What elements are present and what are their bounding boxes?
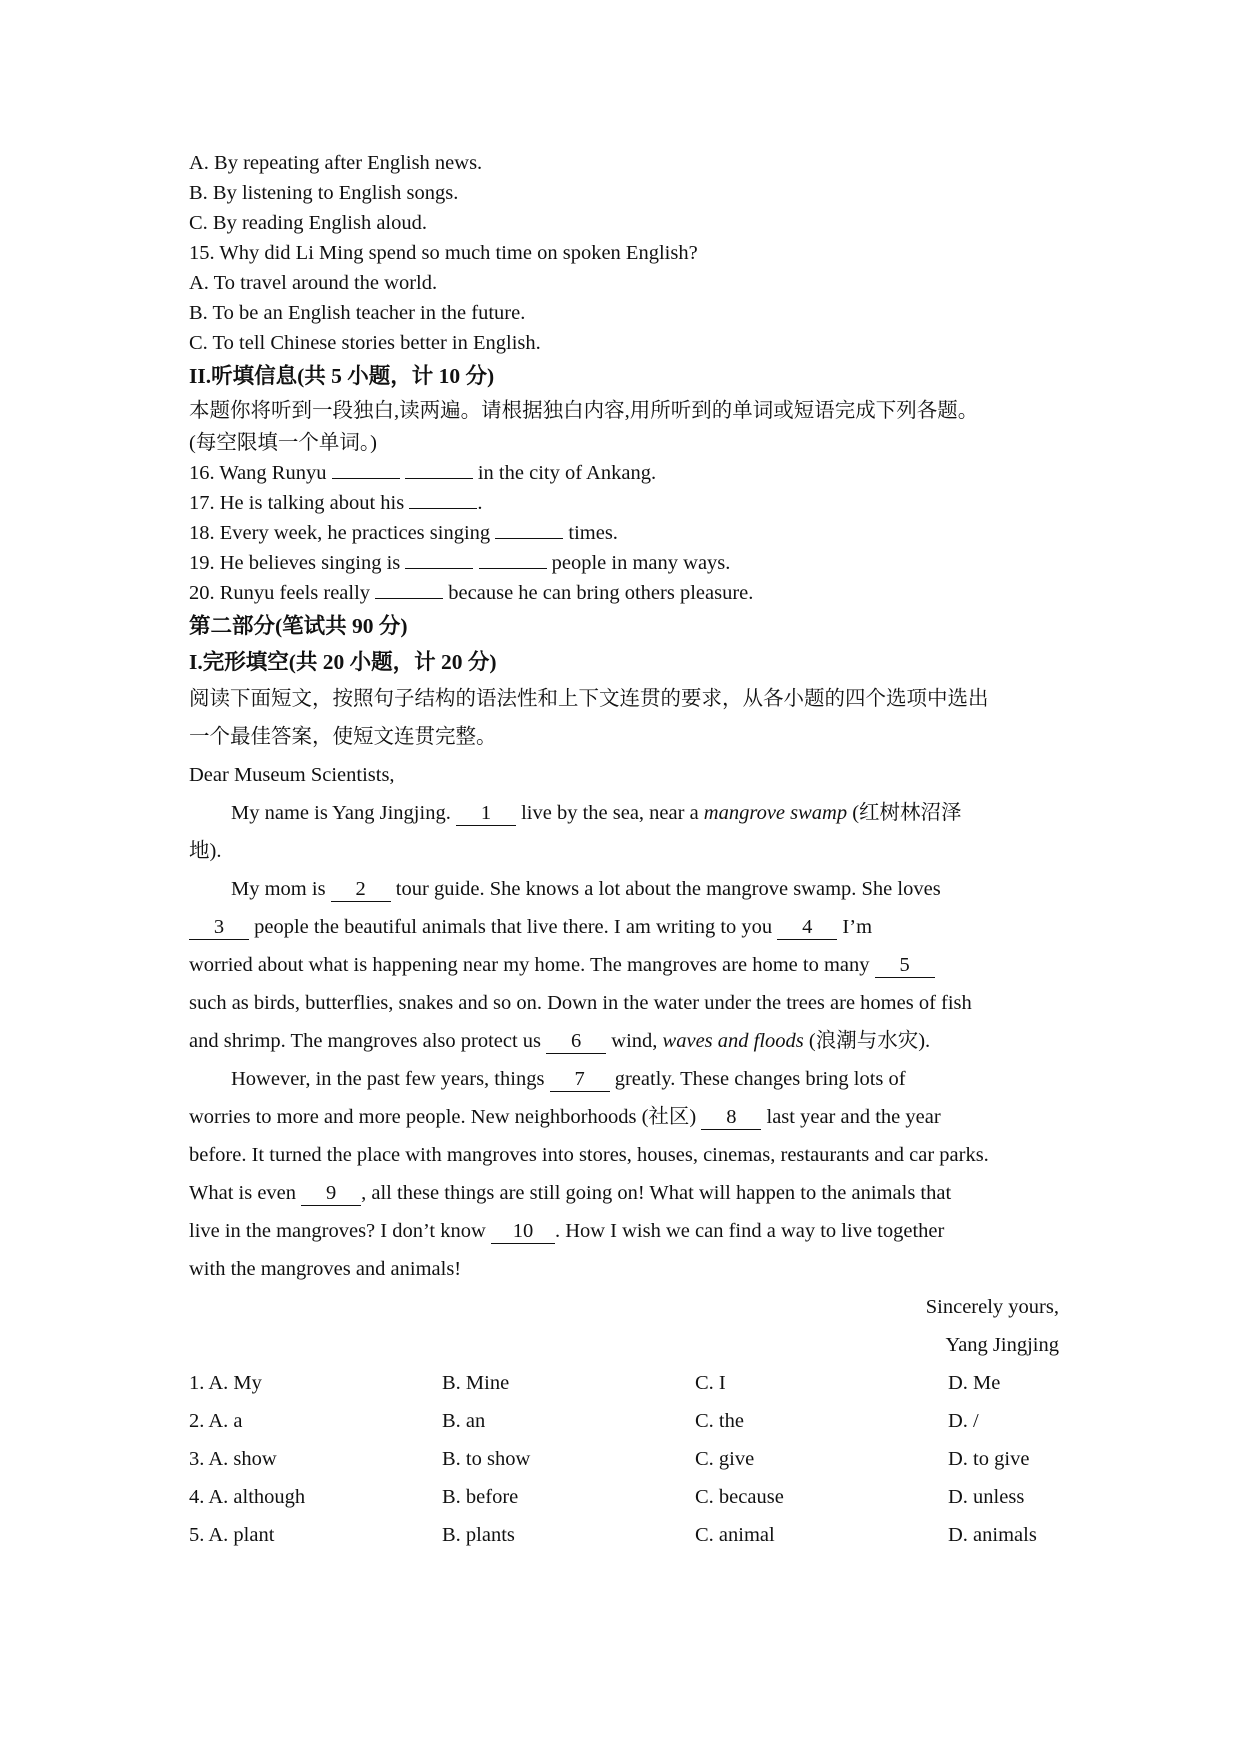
part2-heading: 第二部分(笔试共 90 分)	[189, 614, 408, 638]
letter-line	[189, 794, 1059, 832]
section2-instruction-note: (每空限填一个单词。)	[189, 432, 377, 454]
cloze-instruction: 阅读下面短文，按照句子结构的语法性和上下文连贯的要求，从各小题的四个选项中选出	[189, 688, 989, 710]
choice-option[interactable]: D. to give	[948, 1448, 1030, 1470]
cloze-blank-4[interactable]: 4	[777, 915, 837, 940]
q19-text-end: people in many ways.	[551, 552, 731, 574]
q19-blank-2[interactable]	[479, 568, 547, 569]
q15-question: 15. Why did Li Ming spend so much time on spoken English?	[189, 242, 698, 264]
exam-page	[189, 148, 1059, 1554]
letter-line	[189, 870, 1059, 908]
cloze-blank-8[interactable]: 8	[701, 1105, 761, 1130]
letter-line: such as birds, butterflies, snakes and so on. Down in the water under the trees are homes of fish	[189, 992, 972, 1014]
q16-blank-2[interactable]	[405, 478, 473, 479]
letter-greeting: Dear Museum Scientists,	[189, 764, 395, 786]
q20	[189, 578, 1059, 608]
letter-line: 地).	[189, 840, 222, 862]
letter-line	[189, 1212, 1059, 1250]
q15-option-b: B. To be an English teacher in the future.	[189, 302, 526, 324]
cloze-blank-10[interactable]: 10	[491, 1219, 555, 1244]
q16	[189, 458, 1059, 488]
choice-option[interactable]: C. animal	[695, 1524, 775, 1546]
letter-text: However, in the past few years, things	[231, 1068, 545, 1090]
q14-option-a: A. By repeating after English news.	[189, 152, 483, 174]
letter-text: people the beautiful animals that live there. I am writing to you	[254, 916, 773, 938]
choice-option[interactable]: B. to show	[442, 1448, 531, 1470]
cloze-blank-6[interactable]: 6	[546, 1029, 606, 1054]
cloze-blank-5[interactable]: 5	[875, 953, 935, 978]
choice-option[interactable]: D. Me	[948, 1372, 1001, 1394]
letter-closing: Sincerely yours,	[925, 1296, 1059, 1318]
q18-text-end: times.	[568, 522, 618, 544]
choice-option[interactable]: C. because	[695, 1486, 784, 1508]
q20-blank[interactable]	[375, 598, 443, 599]
section2-instruction: 本题你将听到一段独白,读两遍。请根据独白内容,用所听到的单词或短语完成下列各题。	[189, 400, 979, 422]
letter-italic-term: mangrove swamp	[703, 802, 848, 824]
q17-text-end: .	[477, 492, 483, 514]
cloze-blank-9[interactable]: 9	[301, 1181, 361, 1206]
choice-option[interactable]: B. plants	[442, 1524, 515, 1546]
letter-line: before. It turned the place with mangroves into stores, houses, cinemas, restaurants and car parks.	[189, 1144, 989, 1166]
q15-option-c: C. To tell Chinese stories better in English.	[189, 332, 541, 354]
cloze-blank-7[interactable]: 7	[550, 1067, 610, 1092]
choice-option[interactable]: D. /	[948, 1410, 979, 1432]
cloze-instruction-2: 一个最佳答案，使短文连贯完整。	[189, 726, 497, 748]
choice-option[interactable]: 4. A. although	[189, 1486, 306, 1508]
letter-text: I’m	[842, 916, 873, 938]
cloze-blank-3[interactable]: 3	[189, 915, 249, 940]
q19	[189, 548, 1059, 578]
choice-option[interactable]: C. give	[695, 1448, 755, 1470]
q16-text: 16. Wang Runyu	[189, 462, 327, 484]
choice-option[interactable]: B. an	[442, 1410, 486, 1432]
letter-italic-term: waves and floods	[662, 1030, 804, 1052]
letter-line	[189, 1060, 1059, 1098]
letter-text: live in the mangroves? I don’t know	[189, 1220, 486, 1242]
letter-text: , all these things are still going on! What will happen to the animals that	[361, 1182, 952, 1204]
choice-option[interactable]: 1. A. My	[189, 1372, 262, 1394]
letter-line	[189, 1098, 1059, 1136]
letter-line	[189, 908, 1059, 946]
q19-blank-1[interactable]	[405, 568, 473, 569]
choice-option[interactable]: C. the	[695, 1410, 744, 1432]
q20-text: 20. Runyu feels really	[189, 582, 371, 604]
q17-text: 17. He is talking about his	[189, 492, 405, 514]
q17	[189, 488, 1059, 518]
letter-text: . How I wish we can find a way to live together	[554, 1220, 945, 1242]
q17-blank[interactable]	[409, 508, 477, 509]
choice-row-1	[189, 1364, 1059, 1402]
choice-row-5	[189, 1516, 1059, 1554]
cloze-blank-2[interactable]: 2	[331, 877, 391, 902]
letter-text: What is even	[189, 1182, 297, 1204]
q19-text: 19. He believes singing is	[189, 552, 401, 574]
choice-row-4	[189, 1478, 1059, 1516]
letter-text: My mom is	[231, 878, 326, 900]
letter-text: tour guide. She knows a lot about the mangrove swamp. She loves	[395, 878, 941, 900]
letter-line	[189, 1022, 1059, 1060]
letter-text: (红树林沼泽	[852, 802, 962, 824]
letter-text: and shrimp. The mangroves also protect us	[189, 1030, 542, 1052]
q14-option-b: B. By listening to English songs.	[189, 182, 459, 204]
q16-blank-1[interactable]	[332, 478, 400, 479]
choice-option[interactable]: B. before	[442, 1486, 519, 1508]
letter-text: My name is Yang Jingjing.	[231, 802, 451, 824]
q15-option-a: A. To travel around the world.	[189, 272, 438, 294]
q18-blank[interactable]	[495, 538, 563, 539]
choice-option[interactable]: 5. A. plant	[189, 1524, 275, 1546]
letter-text: last year and the year	[766, 1106, 941, 1128]
cloze-blank-1[interactable]: 1	[456, 801, 516, 826]
letter-line	[189, 946, 1059, 984]
letter-signature: Yang Jingjing	[945, 1334, 1059, 1356]
choice-option[interactable]: D. unless	[948, 1486, 1025, 1508]
q18	[189, 518, 1059, 548]
q14-option-c: C. By reading English aloud.	[189, 212, 428, 234]
section2-heading: II.听填信息(共 5 小题，计 10 分)	[189, 364, 495, 388]
q20-text-end: because he can bring others pleasure.	[448, 582, 754, 604]
choice-row-3	[189, 1440, 1059, 1478]
q16-text-end: in the city of Ankang.	[477, 462, 657, 484]
letter-text: worries to more and more people. New neighborhoods (社区)	[189, 1106, 697, 1128]
letter-text: (浪潮与水灾).	[808, 1030, 931, 1052]
choice-option[interactable]: 3. A. show	[189, 1448, 277, 1470]
letter-line	[189, 1174, 1059, 1212]
choice-option[interactable]: C. I	[695, 1372, 726, 1394]
q18-text: 18. Every week, he practices singing	[189, 522, 491, 544]
choice-option[interactable]: D. animals	[948, 1524, 1037, 1546]
letter-text: wind,	[611, 1030, 658, 1052]
choice-row-2	[189, 1402, 1059, 1440]
letter-text: greatly. These changes bring lots of	[614, 1068, 906, 1090]
choice-option[interactable]: 2. A. a	[189, 1410, 243, 1432]
choice-option[interactable]: B. Mine	[442, 1372, 510, 1394]
cloze-heading: I.完形填空(共 20 小题，计 20 分)	[189, 650, 497, 674]
letter-text: worried about what is happening near my home. The mangroves are home to many	[189, 954, 870, 976]
letter-text: live by the sea, near a	[521, 802, 699, 824]
letter-line: with the mangroves and animals!	[189, 1258, 462, 1280]
